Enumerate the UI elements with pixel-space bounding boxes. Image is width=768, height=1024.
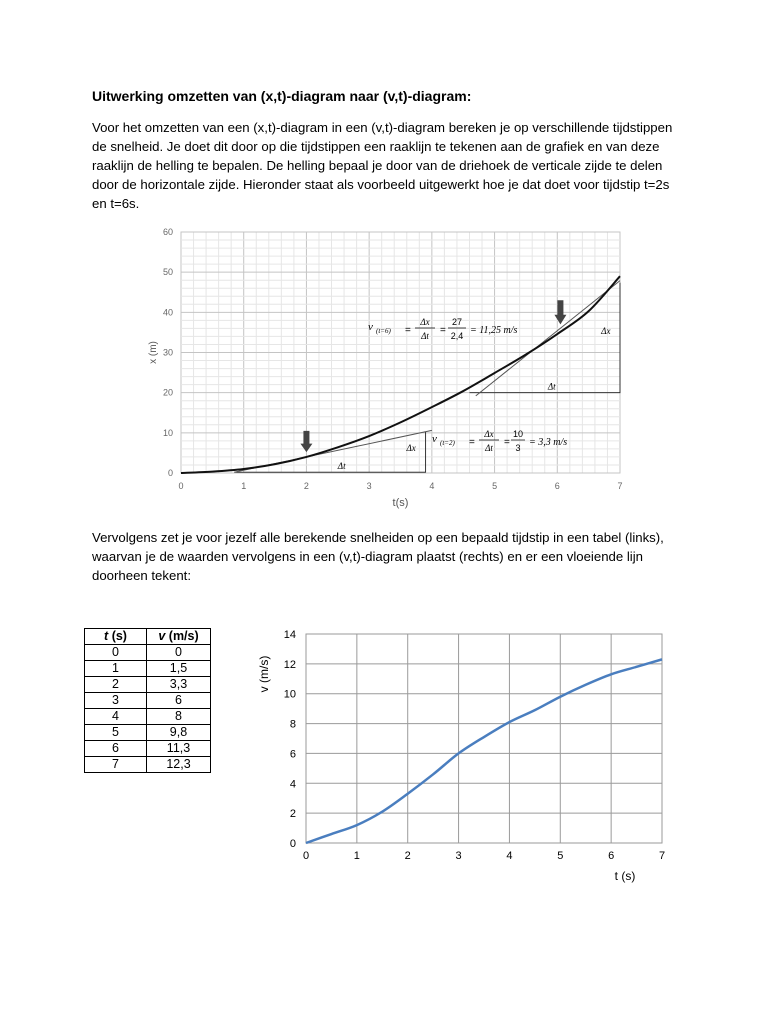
- y-tick-label: 20: [162, 387, 173, 398]
- intro-line: raaklijn de helling te bepalen. De helling bepaal je door van de driehoek de verticale zijde te delen: [92, 158, 663, 173]
- y-tick-label: 0: [289, 838, 296, 850]
- table-cell: 4: [85, 709, 147, 725]
- table-row: [85, 645, 211, 661]
- x-tick-label: 2: [404, 850, 411, 862]
- followup-line: Vervolgens zet je voor jezelf alle berekende snelheiden op een bepaald tijdstip in een tabel (links),: [92, 530, 664, 545]
- formula-equals: =: [469, 437, 475, 448]
- x-tick-label: 1: [241, 481, 247, 491]
- y-tick-label: 6: [289, 748, 296, 761]
- x-axis-label: t (s): [614, 869, 636, 883]
- y-tick-label: 8: [289, 718, 296, 731]
- table-header-v: v (m/s): [147, 629, 211, 645]
- table-row: [85, 677, 211, 693]
- formula-equals: =: [504, 437, 510, 448]
- formula-numerator: 10: [512, 429, 524, 439]
- formula-equals: =: [440, 325, 446, 336]
- vt-diagram: [250, 622, 680, 892]
- table-cell: 3: [85, 693, 147, 709]
- page-heading: Uitwerking omzetten van (x,t)-diagram naar (v,t)-diagram:: [92, 88, 472, 104]
- y-tick-label: 2: [289, 808, 296, 821]
- y-axis-label: x (m): [148, 341, 159, 364]
- table-header-row: [85, 629, 211, 645]
- table-row: [85, 741, 211, 757]
- table-cell: 9,8: [147, 725, 211, 741]
- y-tick-label: 14: [283, 629, 296, 641]
- x-tick-label: 7: [617, 481, 623, 491]
- formula-denominator: Δt: [485, 443, 493, 453]
- delta-x-label: Δx: [601, 326, 611, 337]
- intro-line: en t=6s.: [92, 196, 140, 211]
- table-cell: 1,5: [147, 661, 211, 677]
- formula-result: = 11,25 m/s: [470, 325, 518, 336]
- table-cell: 3,3: [147, 677, 211, 693]
- table-cell: 0: [85, 645, 147, 661]
- y-tick-label: 4: [289, 778, 296, 791]
- table-row: [85, 725, 211, 741]
- intro-line: de snelheid. Je doet dit door op die tijdstippen een raaklijn te tekenen aan de grafiek en van deze: [92, 139, 660, 154]
- y-tick-label: 10: [162, 427, 173, 438]
- formula-denominator: Δt: [421, 331, 429, 341]
- y-tick-label: 40: [162, 307, 173, 318]
- table-cell: 5: [85, 725, 147, 741]
- x-tick-label: 2: [303, 481, 309, 491]
- x-tick-label: 6: [608, 850, 615, 862]
- formula-numerator: 27: [451, 317, 463, 327]
- table-row: [85, 693, 211, 709]
- formula-equals: =: [405, 325, 411, 336]
- formula-numerator: Δx: [484, 429, 494, 439]
- followup-paragraph: [92, 528, 682, 585]
- x-tick-label: 4: [429, 481, 435, 491]
- x-tick-label: 3: [455, 850, 462, 862]
- followup-line: doorheen tekent:: [92, 568, 191, 583]
- x-tick-label: 7: [658, 850, 666, 862]
- delta-x-label: Δx: [406, 442, 416, 453]
- intro-paragraph: [92, 118, 682, 213]
- formula-subscript: (t=6): [376, 327, 391, 335]
- x-tick-label: 5: [492, 481, 498, 491]
- table-cell: 6: [85, 741, 147, 757]
- xt-diagram: [140, 220, 640, 510]
- x-tick-label: 1: [353, 850, 360, 862]
- y-tick-label: 10: [283, 688, 296, 701]
- intro-line: Voor het omzetten van een (x,t)-diagram in een (v,t)-diagram bereken je op verschillende tijdstippen: [92, 120, 673, 135]
- formula-subscript: (t=2): [440, 439, 455, 447]
- plot-area: [306, 634, 662, 843]
- formula-denominator: 2,4: [450, 331, 464, 341]
- formula-v-symbol: v: [368, 321, 373, 333]
- table-cell: 8: [147, 709, 211, 725]
- table-header-t: t (s): [85, 629, 147, 645]
- x-tick-label: 5: [557, 850, 564, 862]
- x-tick-label: 6: [554, 481, 560, 491]
- table-row: [85, 661, 211, 677]
- formula-numerator: Δx: [420, 317, 430, 327]
- table-cell: 0: [147, 645, 211, 661]
- y-tick-label: 0: [167, 468, 173, 478]
- table-cell: 6: [147, 693, 211, 709]
- x-tick-label: 0: [302, 850, 310, 862]
- formula-denominator: 3: [515, 443, 521, 453]
- table-cell: 12,3: [147, 757, 211, 773]
- x-tick-label: 0: [178, 481, 184, 491]
- y-axis-label: v (m/s): [257, 655, 271, 693]
- table-row: [85, 757, 211, 773]
- delta-t-label: Δt: [337, 461, 346, 472]
- formula-result: = 3,3 m/s: [529, 437, 568, 448]
- velocity-table: [84, 628, 211, 773]
- table-cell: 7: [85, 757, 147, 773]
- table-cell: 2: [85, 677, 147, 693]
- followup-line: waarvan je de waarden vervolgens in een (v,t)-diagram plaatst (rechts) en er een vloeiende lijn: [92, 549, 643, 564]
- intro-line: door de horizontale zijde. Hieronder staat als voorbeeld uitgewerkt hoe je dat doet voor tijdstip t=2s: [92, 177, 670, 192]
- y-tick-label: 30: [162, 347, 173, 358]
- formula-v-symbol: v: [432, 433, 437, 445]
- x-axis-label: t(s): [392, 497, 409, 509]
- x-tick-label: 4: [506, 850, 513, 862]
- y-tick-label: 12: [283, 658, 296, 671]
- x-tick-label: 3: [366, 481, 372, 491]
- table-cell: 1: [85, 661, 147, 677]
- table-cell: 11,3: [147, 741, 211, 757]
- delta-t-label: Δt: [547, 381, 556, 392]
- y-tick-label: 50: [162, 267, 173, 278]
- table-row: [85, 709, 211, 725]
- y-tick-label: 60: [162, 227, 173, 237]
